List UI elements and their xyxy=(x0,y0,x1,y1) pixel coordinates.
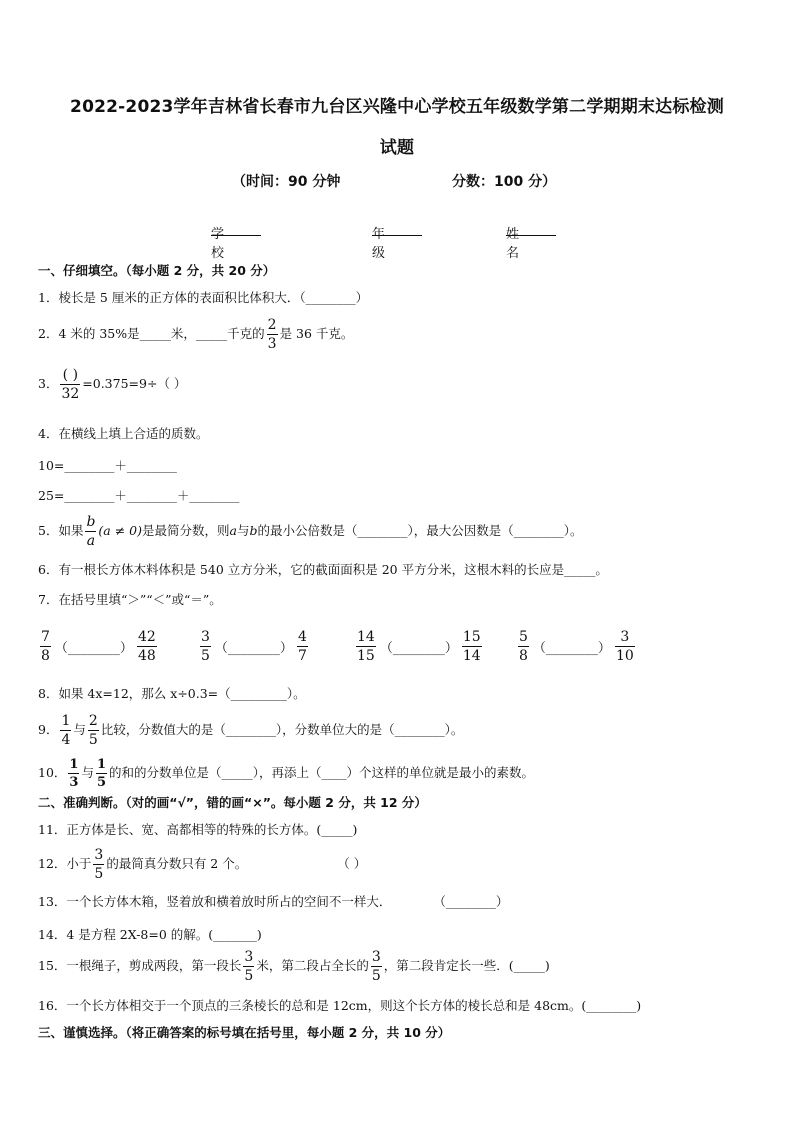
fraction: $\frac{b}{a}$ xyxy=(86,514,96,549)
comparison-item xyxy=(198,630,310,663)
question-11: 11．正方体是长、宽、高都相等的特殊的长方体。(_____) xyxy=(38,822,358,837)
fraction: $\frac{5}{8}$ xyxy=(519,629,528,664)
question-2: 2．4 米的 35%是_____米，_____千克的 $\frac{2}{3}$ 是 36 千克。 xyxy=(38,317,354,352)
question-13: 13．一个长方体木箱，竖着放和横着放时所占的空间不一样大． （________） xyxy=(38,894,509,909)
name-label: 姓名 xyxy=(506,227,520,261)
question-6: 6．有一根长方体木料体积是 540 立方分米，它的截面面积是 20 平方分米，这根木料的长应是_____。 xyxy=(38,562,608,577)
fraction: $\frac{3}{10}$ xyxy=(615,629,634,664)
question-7: 7．在括号里填“＞”“＜”或“＝”。 xyxy=(38,592,222,607)
question-8: 8．如果 4x=12，那么 x÷0.3=（_________）。 xyxy=(38,686,306,701)
fraction: $\frac{1}{5}$ xyxy=(96,757,107,790)
fraction: $\frac{3}{5}$ xyxy=(201,629,210,664)
question-12: 12．小于 $\frac{3}{5}$ 的最简真分数只有 2 个。 （ ） xyxy=(38,847,367,882)
question-16: 16．一个长方体相交于一个顶点的三条棱长的总和是 12cm，则这个长方体的棱长总和是 48cm。(________) xyxy=(38,998,642,1013)
question-3: 3． $\frac{( )}{32}$ =0.375=9÷（ ） xyxy=(38,367,187,402)
total-score: 分数：100 分） xyxy=(452,174,557,190)
fraction: $\frac{42}{48}$ xyxy=(137,629,156,664)
school-label: 学校 xyxy=(211,227,225,261)
fraction: $\frac{3}{5}$ xyxy=(244,949,254,984)
fraction: $\frac{7}{8}$ xyxy=(41,629,50,664)
answer-blank[interactable]: （________） xyxy=(214,641,293,656)
fraction: $\frac{3}{5}$ xyxy=(371,949,381,984)
comparison-item xyxy=(38,630,159,663)
comparison-row xyxy=(0,630,794,670)
question-4: 4．在横线上填上合适的质数。 xyxy=(38,426,209,441)
comparison-item xyxy=(516,630,637,663)
comparison-item xyxy=(354,630,484,663)
fraction: $\frac{2}{3}$ xyxy=(267,317,277,352)
answer-blank[interactable]: （________） xyxy=(379,641,458,656)
answer-blank[interactable]: （________） xyxy=(433,894,509,909)
fraction: $\frac{1}{3}$ xyxy=(69,757,79,790)
answer-blank[interactable]: （________） xyxy=(532,641,611,656)
grade-field[interactable] xyxy=(372,223,422,236)
question-14: 14．4 是方程 2X-8=0 的解。(_______) xyxy=(38,927,262,942)
answer-blank[interactable]: （________） xyxy=(54,641,133,656)
fraction: $\frac{( )}{32}$ xyxy=(61,367,80,402)
fraction: $\frac{14}{15}$ xyxy=(357,629,375,664)
fraction: $\frac{3}{5}$ xyxy=(94,847,104,882)
exam-title-line2: 试题 xyxy=(379,138,415,158)
name-field[interactable] xyxy=(506,223,556,236)
section1-heading: 一、仔细填空。（每小题 2 分，共 20 分） xyxy=(38,263,276,278)
grade-label: 年级 xyxy=(372,227,386,261)
question-4-line2: 25=________＋________＋________ xyxy=(38,488,240,503)
section2-heading: 二、准确判断。（对的画“√”，错的画“×”。每小题 2 分，共 12 分） xyxy=(38,795,427,810)
section3-heading: 三、谨慎选择。（将正确答案的标号填在括号里，每小题 2 分，共 10 分） xyxy=(38,1025,451,1040)
answer-blank[interactable]: （ ） xyxy=(337,856,367,871)
school-field[interactable] xyxy=(211,223,261,236)
time-limit: （时间：90 分钟 xyxy=(232,174,341,190)
exam-title-line1: 2022-2023学年吉林省长春市九台区兴隆中心学校五年级数学第二学期期末达标检测 xyxy=(70,97,724,117)
question-5: 5．如果 $\frac{b}{a}$ (a ≠ 0)是最简分数，则a与b的最小公倍数是（________），最大公因数是（________）。 xyxy=(38,514,583,549)
question-9: 9． $\frac{1}{4}$ 与 $\frac{2}{5}$ 比较，分数值大的是（________），分数单位大的是（________）。 xyxy=(38,713,464,748)
fraction: $\frac{1}{4}$ xyxy=(61,713,71,748)
fraction: $\frac{4}{7}$ xyxy=(297,629,307,664)
question-4-line1: 10=________＋________ xyxy=(38,458,177,473)
fraction: $\frac{15}{14}$ xyxy=(462,629,481,664)
question-15: 15．一根绳子，剪成两段，第一段长 $\frac{3}{5}$ 米，第二段占全长的 $\frac{3}{5}$ ，第二段肯定长一些．(_____) xyxy=(38,949,550,984)
fraction: $\frac{2}{5}$ xyxy=(88,713,98,748)
question-10: 10． $\frac{1}{3}$ 与 $\frac{1}{5}$ 的和的分数单位是（_____），再添上（____）个这样的单位就是最小的素数。 xyxy=(38,757,535,790)
question-1: 1．棱长是 5 厘米的正方体的表面积比体积大．（________） xyxy=(38,290,369,305)
